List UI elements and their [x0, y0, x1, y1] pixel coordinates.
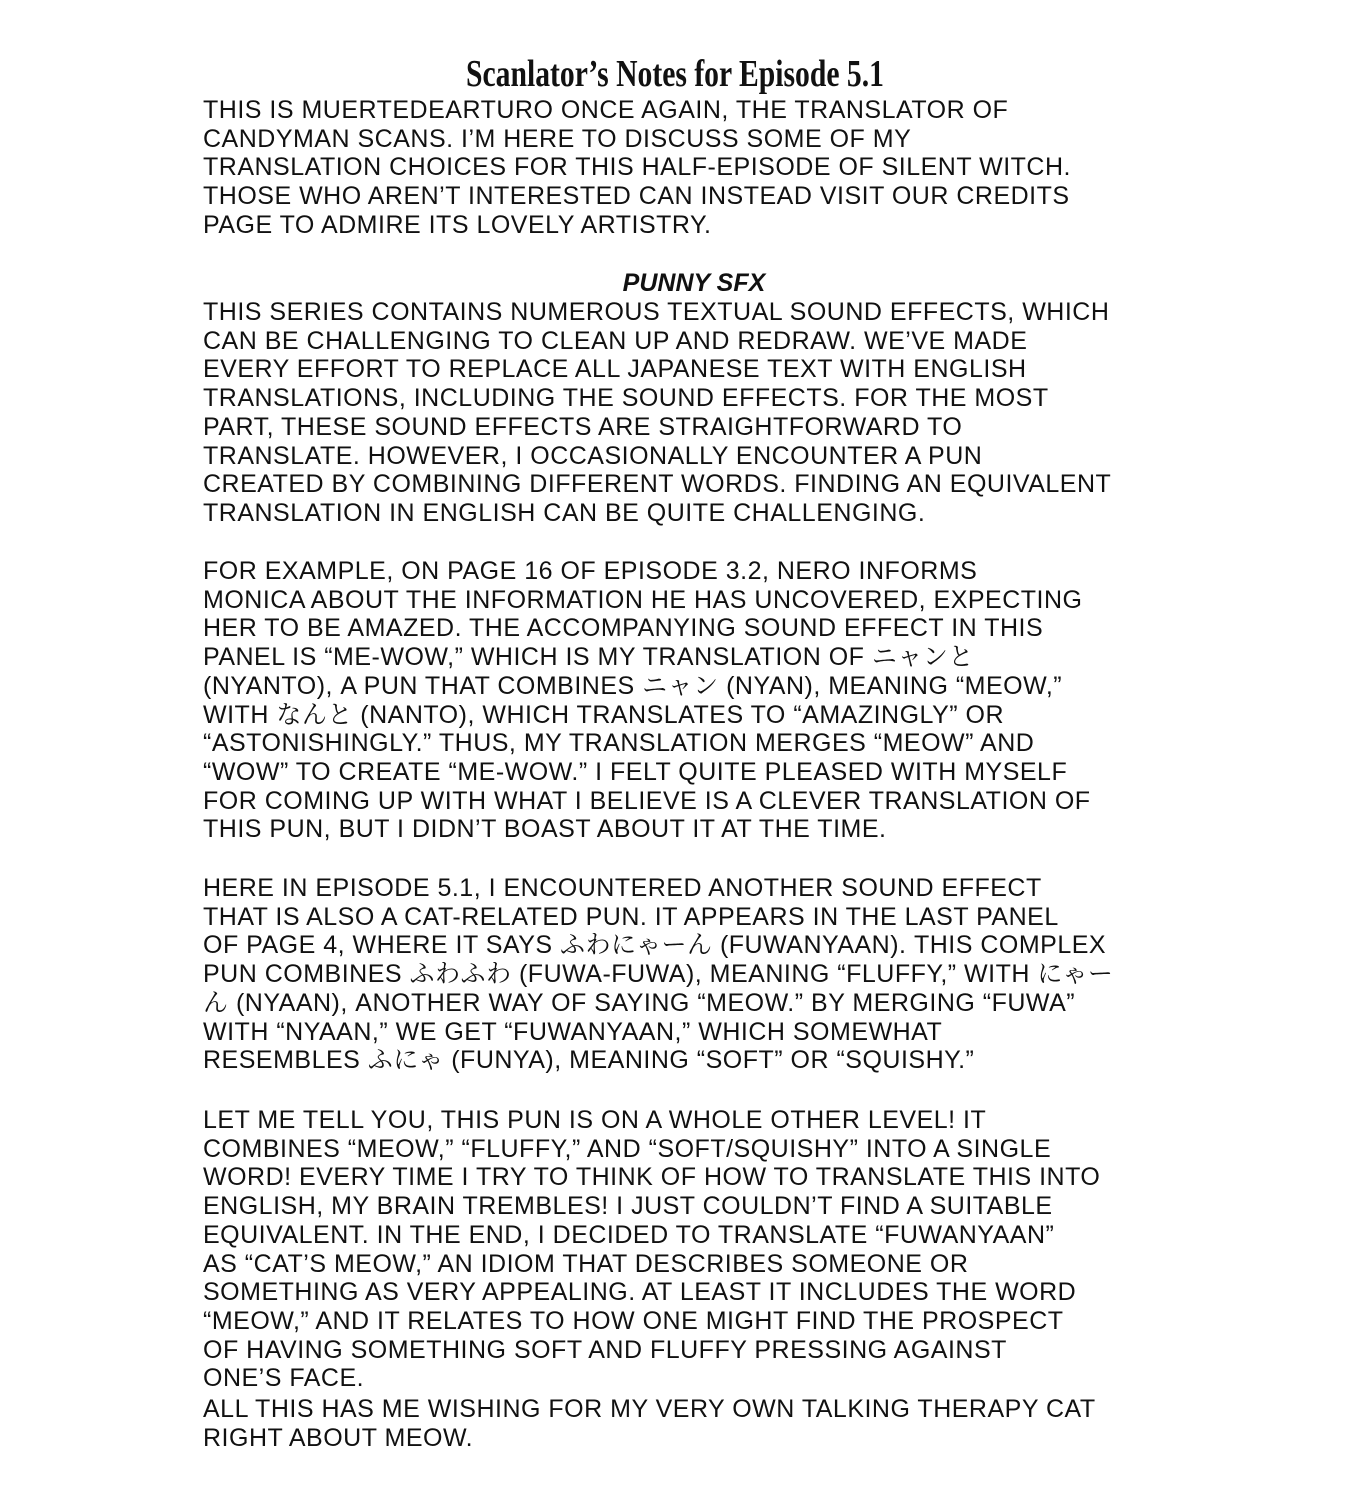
- paragraph-cats-meow: LET ME TELL YOU, THIS PUN IS ON A WHOLE OTHER LEVEL! IT COMBINES “MEOW,” “FLUFFY,” AND “SOFT/SQUISHY” INTO A SINGLE WORD! EVERY TIME I TRY TO THINK OF HOW TO TRANSLATE THIS INTO ENGLISH, MY BRAIN TREMBLES! I JUST COULDN’T FIND A SUITABLE EQUIVALENT. IN THE END, I DECIDED TO TRANSLATE “FUWANYAAN” AS “CAT’S MEOW,” AN IDIOM THAT DESCRIBES SOMEONE OR SOMETHING AS VERY APPEALING. AT LEAST IT INCLUDES THE WORD “MEOW,” AND IT RELATES TO HOW ONE MIGHT FIND THE PROSPECT OF HAVING SOMETHING SOFT AND FLUFFY PRESSING AGAINST ONE’S FACE.: [203, 1106, 1101, 1393]
- section-heading-punny-sfx: PUNNY SFX: [622, 269, 766, 297]
- paragraph-sound-effects: THIS SERIES CONTAINS NUMEROUS TEXTUAL SOUND EFFECTS, WHICH CAN BE CHALLENGING TO CLEAN UP AND REDRAW. WE’VE MADE EVERY EFFORT TO REPLACE ALL JAPANESE TEXT WITH ENGLISH TRANSLATIONS, INCLUDING THE SOUND EFFECTS. FOR THE MOST PART, THESE SOUND EFFECTS ARE STRAIGHTFORWARD TO TRANSLATE. HOWEVER, I OCCASIONALLY ENCOUNTER A PUN CREATED BY COMBINING DIFFERENT WORDS. FINDING AN EQUIVALENT TRANSLATION IN ENGLISH CAN BE QUITE CHALLENGING.: [203, 298, 1112, 527]
- intro-paragraph: THIS IS MUERTEDEARTURO ONCE AGAIN, THE TRANSLATOR OF CANDYMAN SCANS. I’M HERE TO DISCUSS SOME OF MY TRANSLATION CHOICES FOR THIS HALF-EPISODE OF SILENT WITCH. THOSE WHO AREN’T INTERESTED CAN INSTEAD VISIT OUR CREDITS PAGE TO ADMIRE ITS LOVELY ARTISTRY.: [203, 96, 1071, 239]
- paragraph-me-wow-example: FOR EXAMPLE, ON PAGE 16 OF EPISODE 3.2, NERO INFORMS MONICA ABOUT THE INFORMATION HE HAS UNCOVERED, EXPECTING HER TO BE AMAZED. THE ACCOMPANYING SOUND EFFECT IN THIS PANEL IS “ME-WOW,” WHICH IS MY TRANSLATION OF ニャンと (NYANTO), A PUN THAT COMBINES ニャン (NYAN), MEANING “MEOW,” WITH なんと (NANTO), WHICH TRANSLATES TO “AMAZINGLY” OR “ASTONISHINGLY.” THUS, MY TRANSLATION MERGES “MEOW” AND “WOW” TO CREATE “ME-WOW.” I FELT QUITE PLEASED WITH MYSELF FOR COMING UP WITH WHAT I BELIEVE IS A CLEVER TRANSLATION OF THIS PUN, BUT I DIDN’T BOAST ABOUT IT AT THE TIME.: [203, 557, 1091, 844]
- paragraph-fuwanyaan: HERE IN EPISODE 5.1, I ENCOUNTERED ANOTHER SOUND EFFECT THAT IS ALSO A CAT-RELATED PUN. IT APPEARS IN THE LAST PANEL OF PAGE 4, WHERE IT SAYS ふわにゃーん (FUWANYAAN). THIS COMPLEX PUN COMBINES ふわふわ (FUWA-FUWA), MEANING “FLUFFY,” WITH にゃー ん (NYAAN), ANOTHER WAY OF SAYING “MEOW.” BY MERGING “FUWA” WITH “NYAAN,” WE GET “FUWANYAAN,” WHICH SOMEWHAT RESEMBLES ふにゃ (FUNYA), MEANING “SOFT” OR “SQUISHY.”: [203, 874, 1114, 1075]
- page-title: Scanlator’s Notes for Episode 5.1: [466, 53, 884, 95]
- paragraph-closing: ALL THIS HAS ME WISHING FOR MY VERY OWN TALKING THERAPY CAT RIGHT ABOUT MEOW.: [203, 1395, 1096, 1452]
